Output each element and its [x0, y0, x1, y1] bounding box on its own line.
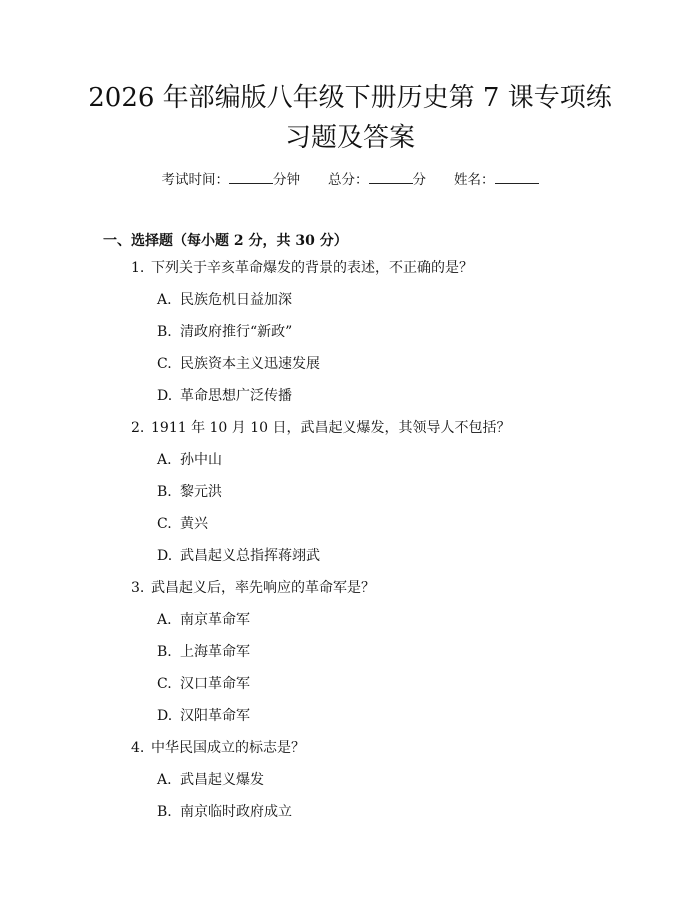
option-text: 革命思想广泛传播 [180, 388, 292, 404]
student-name-field [454, 168, 539, 188]
option-text: 武昌起义总指挥蒋翊武 [180, 548, 320, 564]
question-number: 3. [131, 580, 145, 596]
option-text: 民族资本主义迅速发展 [180, 356, 320, 372]
option-letter: A. [157, 292, 172, 308]
option-text: 武昌起义爆发 [180, 772, 264, 788]
question-2 [0, 412, 700, 572]
section-heading: 一、选择题（每小题 2 分，共 30 分） [103, 233, 348, 249]
option-c [0, 508, 700, 540]
option-d [0, 700, 700, 732]
total-score-blank [369, 171, 413, 184]
option-text: 上海革命军 [180, 644, 250, 660]
total-score-unit: 分 [412, 172, 426, 188]
exam-time-blank [229, 171, 273, 184]
exam-time-unit: 分钟 [273, 172, 300, 188]
option-text: 南京革命军 [180, 612, 250, 628]
option-b [0, 636, 700, 668]
option-letter: D. [157, 708, 173, 724]
option-b [0, 796, 700, 828]
option-text: 黄兴 [180, 516, 208, 532]
option-a [0, 764, 700, 796]
question-stem [0, 412, 700, 444]
option-letter: A. [157, 772, 172, 788]
option-letter: B. [157, 484, 172, 500]
question-list [0, 252, 700, 828]
option-letter: B. [157, 644, 172, 660]
question-text: 下列关于辛亥革命爆发的背景的表述，不正确的是？ [151, 260, 473, 276]
option-letter: D. [157, 548, 173, 564]
option-letter: A. [157, 612, 172, 628]
question-text: 1911 年 10 月 10 日，武昌起义爆发，其领导人不包括？ [151, 420, 511, 436]
total-score-label: 总分： [328, 172, 369, 188]
option-letter: A. [157, 452, 172, 468]
option-text: 清政府推行“新政” [180, 324, 293, 340]
question-stem [0, 252, 700, 284]
option-letter: B. [157, 804, 172, 820]
exam-time-field [162, 168, 301, 188]
exam-time-label: 考试时间： [161, 172, 229, 188]
question-stem [0, 732, 700, 764]
option-text: 南京临时政府成立 [180, 804, 292, 820]
question-4 [0, 732, 700, 828]
question-3 [0, 572, 700, 732]
question-number: 4. [131, 740, 145, 756]
student-name-blank [495, 171, 539, 184]
question-text: 武昌起义后，率先响应的革命军是？ [151, 580, 375, 596]
option-letter: D. [157, 388, 173, 404]
exam-info-bar [0, 168, 700, 188]
option-d [0, 540, 700, 572]
option-text: 汉阳革命军 [180, 708, 250, 724]
option-letter: B. [157, 324, 172, 340]
option-c [0, 668, 700, 700]
option-text: 民族危机日益加深 [180, 292, 292, 308]
question-text: 中华民国成立的标志是？ [151, 740, 305, 756]
option-d [0, 380, 700, 412]
option-text: 汉口革命军 [180, 676, 250, 692]
option-text: 孙中山 [180, 452, 222, 468]
question-number: 2. [131, 420, 145, 436]
option-c [0, 348, 700, 380]
option-b [0, 476, 700, 508]
option-letter: C. [157, 676, 172, 692]
total-score-field [328, 168, 426, 188]
option-b [0, 316, 700, 348]
option-letter: C. [157, 356, 172, 372]
title-line-1: 2026 年部编版八年级下册历史第 7 课专项练 [88, 83, 612, 113]
document-title [60, 78, 640, 158]
option-a [0, 284, 700, 316]
student-name-label: 姓名： [454, 172, 495, 188]
option-letter: C. [157, 516, 172, 532]
option-a [0, 444, 700, 476]
question-number: 1. [131, 260, 145, 276]
question-1 [0, 252, 700, 412]
option-text: 黎元洪 [180, 484, 222, 500]
option-a [0, 604, 700, 636]
question-stem [0, 572, 700, 604]
title-line-2: 习题及答案 [284, 123, 415, 153]
